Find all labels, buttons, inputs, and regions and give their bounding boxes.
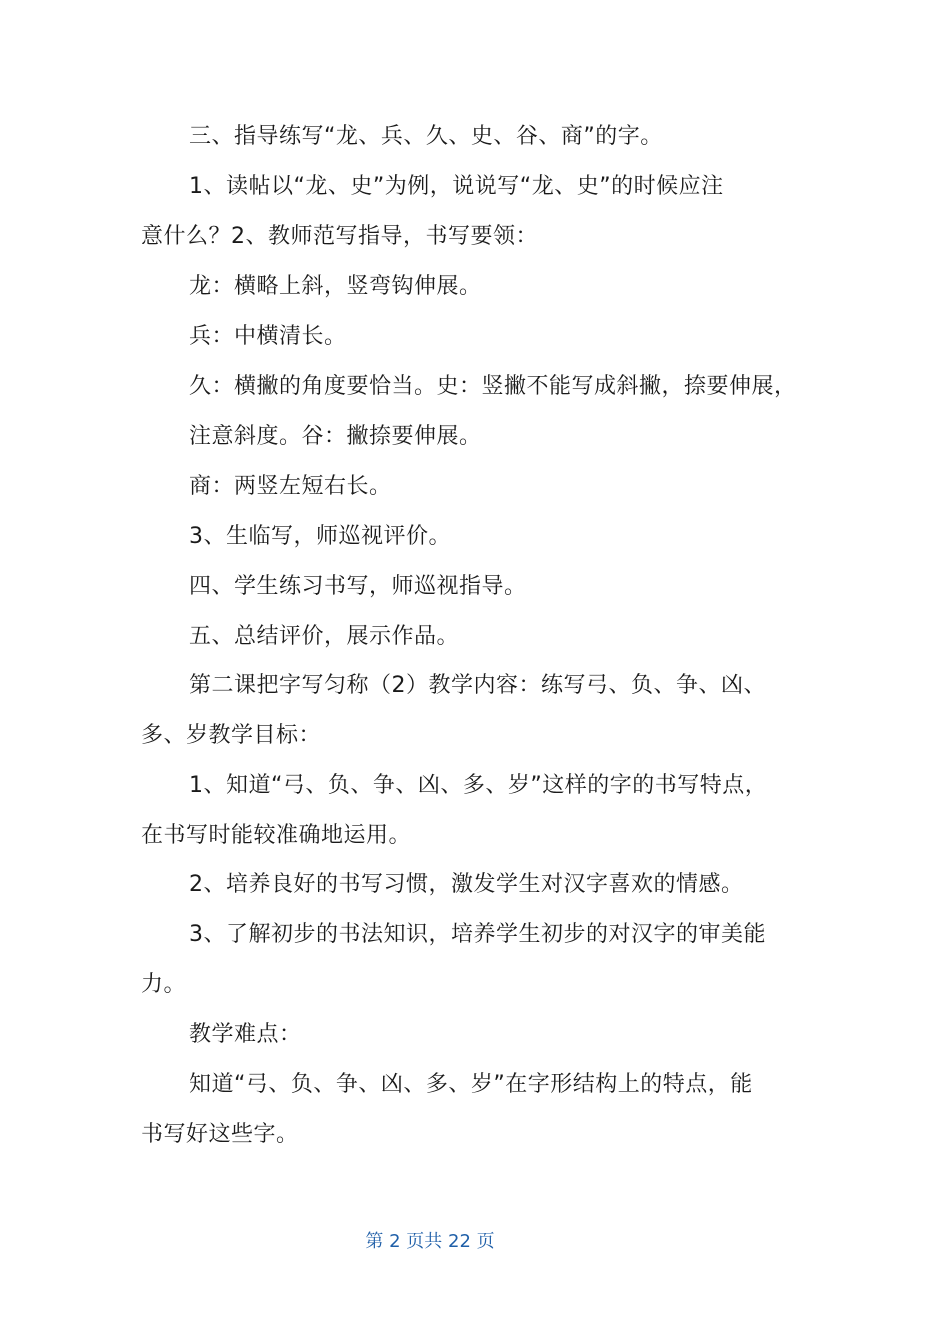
paragraph-line: 3、生临写，师巡视评价。 (189, 524, 451, 549)
paragraph-line: 1、读帖以“龙、史”为例，说说写“龙、史”的时候应注 (189, 174, 724, 199)
paragraph-line: 三、指导练写“龙、兵、久、史、谷、商”的字。 (189, 124, 663, 149)
paragraph-line: 3、了解初步的书法知识，培养学生初步的对汉字的审美能 (189, 922, 766, 947)
paragraph-line: 力。 (141, 972, 187, 997)
paragraph-line: 商：两竖左短右长。 (189, 474, 392, 499)
paragraph-line: 意什么？2、教师范写指导，书写要领： (141, 224, 538, 249)
paragraph-line: 书写好这些字。 (141, 1122, 299, 1147)
paragraph-line: 五、总结评价，展示作品。 (189, 624, 460, 649)
paragraph-line: 第二课把字写匀称（2）教学内容：练写弓、负、争、凶、 (189, 673, 766, 698)
paragraph-line: 在书写时能较准确地运用。 (141, 823, 412, 848)
paragraph-line: 久：横撇的角度要恰当。史：竖撇不能写成斜撇，捺要伸展， (189, 374, 797, 399)
paragraph-line: 2、培养良好的书写习惯，激发学生对汉字喜欢的情感。 (189, 872, 744, 897)
paragraph-line: 龙：横略上斜，竖弯钩伸展。 (189, 274, 482, 299)
paragraph-line: 多、岁教学目标： (141, 723, 322, 748)
paragraph-line: 兵：中横清长。 (189, 324, 347, 349)
paragraph-line: 1、知道“弓、负、争、凶、多、岁”这样的字的书写特点， (189, 773, 768, 798)
paragraph-line: 四、学生练习书写，师巡视指导。 (189, 574, 527, 599)
paragraph-line: 知道“弓、负、争、凶、多、岁”在字形结构上的特点，能 (189, 1072, 753, 1097)
paragraph-line: 注意斜度。谷：撇捺要伸展。 (189, 424, 482, 449)
page-number-footer: 第 2 页共 22 页 (365, 1231, 495, 1252)
paragraph-line: 教学难点： (189, 1022, 302, 1047)
